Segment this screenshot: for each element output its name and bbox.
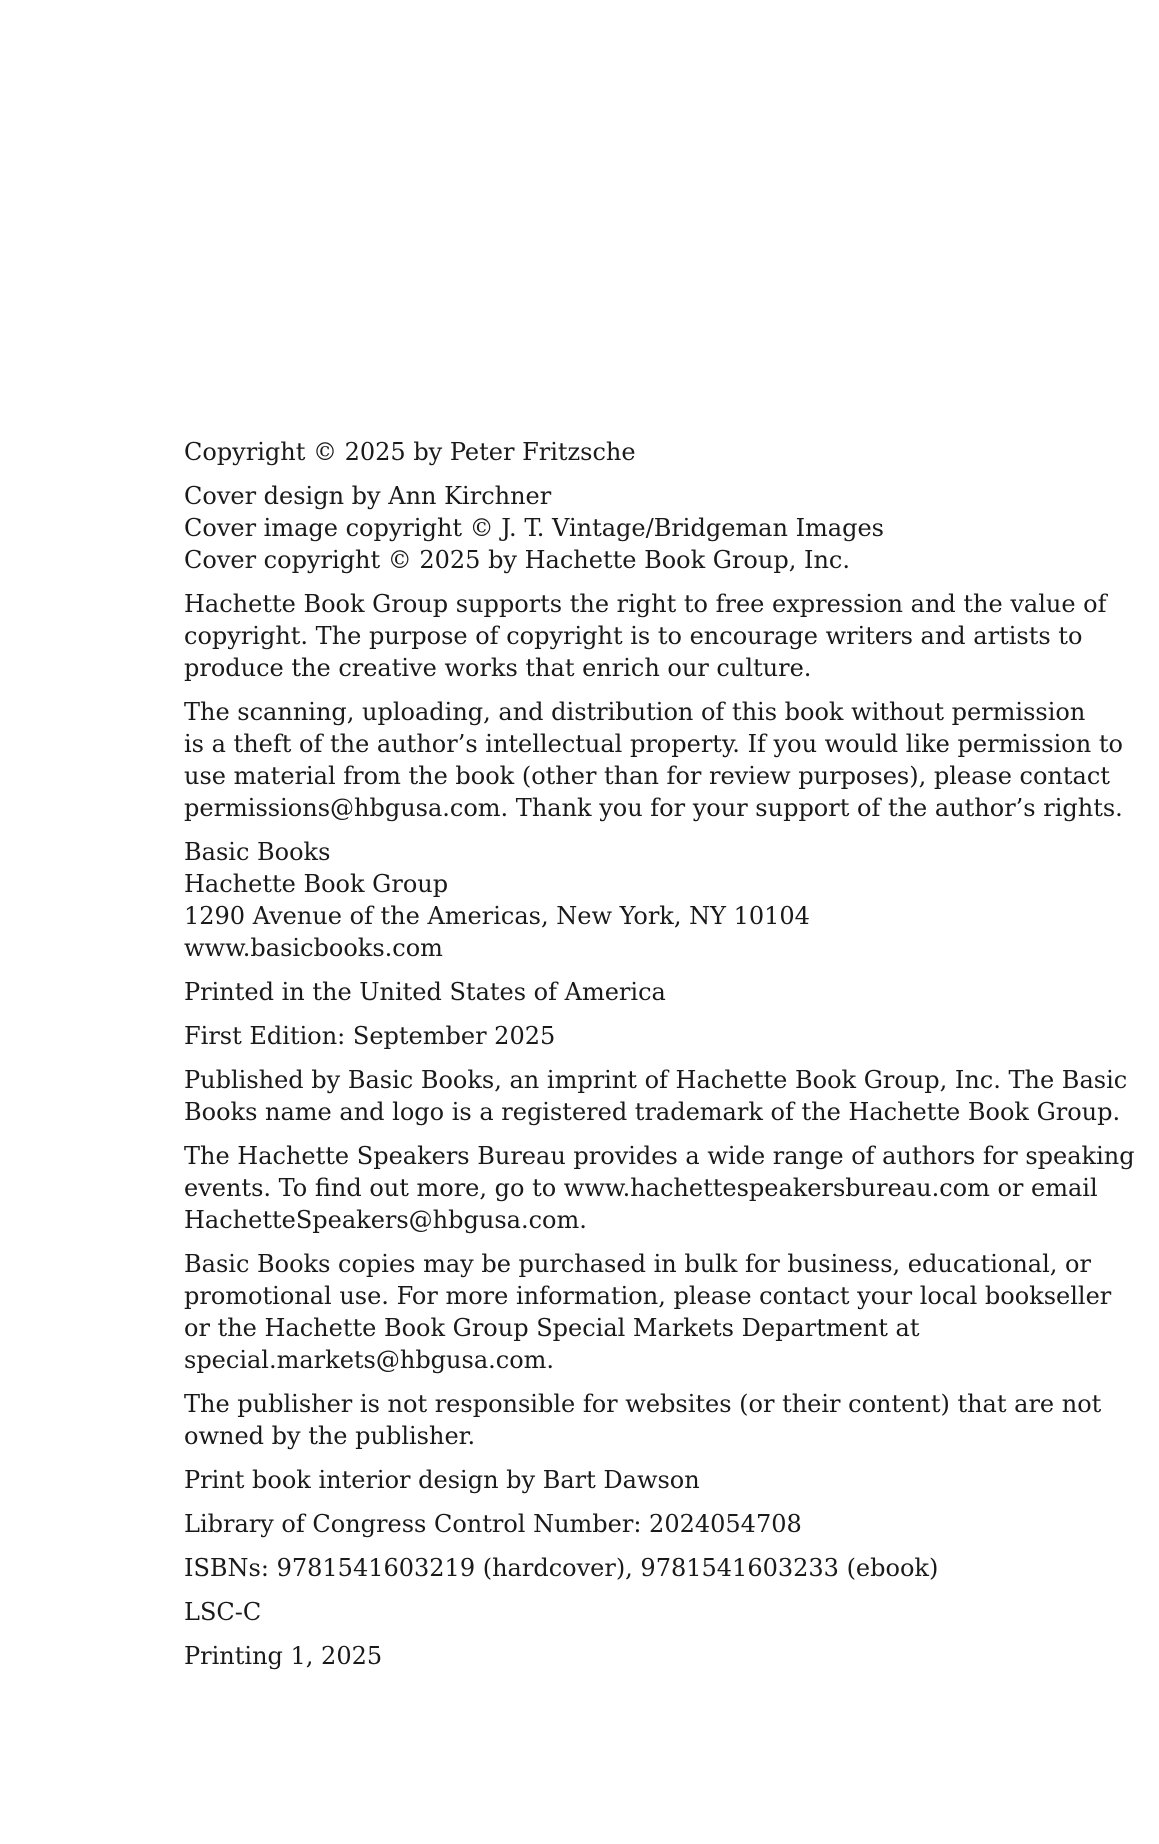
lccn: [184, 1508, 1064, 1540]
text-line: produce the creative works that enrich our culture.: [184, 654, 812, 682]
copyright-line: Copyright © 2025 by Peter Fritzsche: [184, 438, 636, 466]
publisher-name: Basic Books: [184, 838, 331, 866]
text-line: use material from the book (other than for review purposes), please contact: [184, 762, 1110, 790]
printing: [184, 1640, 1064, 1672]
printed-in-line: Printed in the United States of America: [184, 978, 666, 1006]
text-line: Published by Basic Books, an imprint of Hachette Book Group, Inc. The Basic: [184, 1066, 1128, 1094]
text-line: Basic Books copies may be purchased in bulk for business, educational, or: [184, 1250, 1091, 1278]
text-line: The Hachette Speakers Bureau provides a wide range of authors for speaking: [184, 1142, 1135, 1170]
lccn-line: Library of Congress Control Number: 2024054708: [184, 1510, 802, 1538]
interior-design: [184, 1464, 1064, 1496]
speakers-bureau-paragraph: [184, 1140, 1135, 1236]
isbns: [184, 1552, 1064, 1584]
text-line: The publisher is not responsible for websites (or their content) that are not: [184, 1390, 1102, 1418]
text-line: is a theft of the author’s intellectual property. If you would like permission to: [184, 730, 1123, 758]
text-line: Books name and logo is a registered trademark of the Hachette Book Group.: [184, 1098, 1121, 1126]
first-edition-line: First Edition: September 2025: [184, 1022, 556, 1050]
text-line: permissions@hbgusa.com. Thank you for your support of the author’s rights.: [184, 794, 1123, 822]
interior-design-line: Print book interior design by Bart Dawson: [184, 1466, 700, 1494]
bulk-sales-paragraph: [184, 1248, 1112, 1376]
free-expression-paragraph: [184, 588, 1107, 684]
text-line: copyright. The purpose of copyright is to encourage writers and artists to: [184, 622, 1083, 650]
text-line: Hachette Book Group supports the right to free expression and the value of: [184, 590, 1107, 618]
lsc-line: LSC-C: [184, 1598, 262, 1626]
text-line: special.markets@hbgusa.com.: [184, 1346, 555, 1374]
permissions-paragraph: [184, 696, 1123, 824]
cover-copyright-line: Cover copyright © 2025 by Hachette Book Group, Inc.: [184, 546, 850, 574]
text-line: events. To find out more, go to www.hachettespeakersbureau.com or email: [184, 1174, 1098, 1202]
text-line: HachetteSpeakers@hbgusa.com.: [184, 1206, 587, 1234]
publisher-address: [184, 836, 1064, 964]
isbns-line: ISBNs: 9781541603219 (hardcover), 9781541603233 (ebook): [184, 1554, 939, 1582]
imprint-paragraph: [184, 1064, 1128, 1128]
first-edition: [184, 1020, 1064, 1052]
publisher-street: 1290 Avenue of the Americas, New York, NY 10104: [184, 902, 810, 930]
printing-line: Printing 1, 2025: [184, 1642, 383, 1670]
cover-design-line: Cover design by Ann Kirchner: [184, 482, 552, 510]
text-line: owned by the publisher.: [184, 1422, 476, 1450]
publisher-group: Hachette Book Group: [184, 870, 449, 898]
cover-credits: [184, 480, 1064, 576]
cover-image-line: Cover image copyright © J. T. Vintage/Bridgeman Images: [184, 514, 884, 542]
lsc-code: [184, 1596, 1064, 1628]
text-line: or the Hachette Book Group Special Markets Department at: [184, 1314, 920, 1342]
disclaimer-paragraph: [184, 1388, 1102, 1452]
copyright-notice: [184, 436, 1064, 468]
copyright-block: [184, 436, 1135, 1684]
text-line: promotional use. For more information, please contact your local bookseller: [184, 1282, 1112, 1310]
publisher-website: www.basicbooks.com: [184, 934, 443, 962]
printed-in: [184, 976, 1064, 1008]
text-line: The scanning, uploading, and distribution of this book without permission: [184, 698, 1086, 726]
